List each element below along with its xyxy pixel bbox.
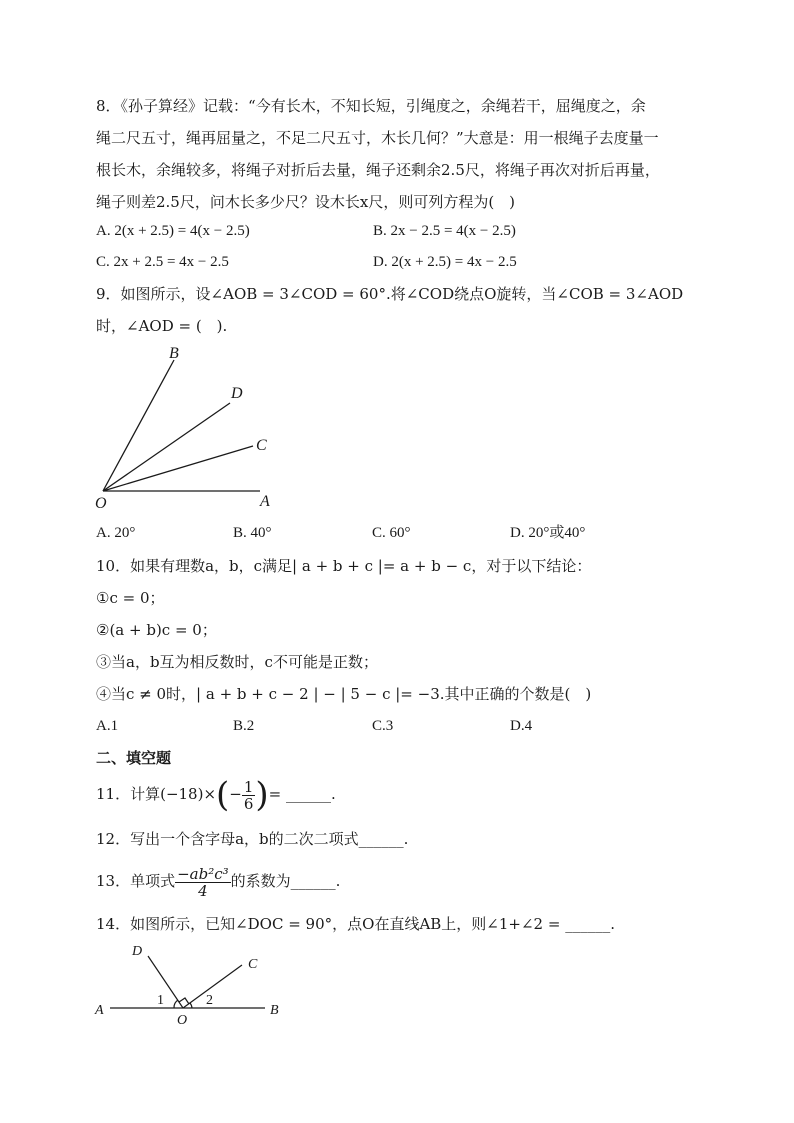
q9-angle-figure xyxy=(90,340,290,515)
q8-option-c: C. 2x + 2.5 = 4x − 2.5 xyxy=(96,254,229,270)
q14-angle-figure xyxy=(90,938,290,1028)
label-d: D xyxy=(231,385,243,402)
label-a: A xyxy=(260,493,270,510)
label-angle-2: 2 xyxy=(206,993,213,1008)
section-heading-fill-in: 二、填空题 xyxy=(96,749,172,767)
q8-line-2: 绳二尺五寸，绳再屈量之，不足二尺五寸，木长几何？”大意是：用一根绳子去度量一 xyxy=(96,129,659,147)
q8-option-a: A. 2(x + 2.5) = 4(x − 2.5) xyxy=(96,223,250,239)
q8-option-b: B. 2x − 2.5 = 4(x − 2.5) xyxy=(373,223,516,239)
q11-frac-denominator: 6 xyxy=(243,794,254,813)
label-c: C xyxy=(256,437,267,454)
q11-prefix: 11．计算(−18)× xyxy=(96,785,217,803)
q10-option-c: C.3 xyxy=(372,718,394,734)
q9-line-2: 时，∠AOD = ( ). xyxy=(96,317,228,335)
q8-line-1: 8．《孙子算经》记载：“今有长木，不知长短，引绳度之，余绳若干，屈绳度之，余 xyxy=(96,97,646,115)
q11-minus: − xyxy=(229,785,242,803)
q9-option-a: A. 20° xyxy=(96,525,136,541)
label-b-14: B xyxy=(270,1003,279,1018)
q9-option-c: C. 60° xyxy=(372,525,411,541)
q9-line-1: 9．如图所示，设∠AOB = 3∠COD = 60°.将∠COD绕点O旋转，当∠COB = 3∠AOD xyxy=(96,285,684,303)
q13-fraction xyxy=(175,866,231,899)
arc-angle-2 xyxy=(190,1003,192,1008)
q12-line: 12．写出一个含字母a，b的二次二项式______. xyxy=(96,830,409,848)
q13-frac-numerator: −ab²c³ xyxy=(177,864,229,883)
label-a-14: A xyxy=(95,1003,104,1018)
q8-line-4: 绳子则差2.5尺，问木长多少尺？设木长x尺，则可列方程为( ) xyxy=(96,193,516,211)
label-c-14: C xyxy=(248,957,258,972)
q10-conclusion-3: ③当a，b互为相反数时，c不可能是正数； xyxy=(96,653,378,671)
q13-line xyxy=(96,862,340,900)
q11-suffix: = ______. xyxy=(268,785,336,803)
label-angle-1: 1 xyxy=(157,993,164,1008)
q11-right-paren: ) xyxy=(255,775,269,815)
q13-prefix: 13．单项式 xyxy=(96,872,176,890)
ray-oc xyxy=(103,446,253,491)
label-b: B xyxy=(169,345,179,362)
q8-option-d: D. 2(x + 2.5) = 4x − 2.5 xyxy=(373,254,517,270)
q10-option-a: A.1 xyxy=(96,718,119,734)
ray-od xyxy=(103,403,230,491)
q11-left-paren: ( xyxy=(216,775,230,815)
q11-frac-numerator: 1 xyxy=(243,777,254,796)
q14-line: 14．如图所示，已知∠DOC = 90°，点O在直线AB上，则∠1+∠2 = ______. xyxy=(96,915,615,933)
q11-fraction xyxy=(242,779,256,812)
arc-angle-1 xyxy=(174,1000,178,1008)
q10-conclusion-1: ①c = 0； xyxy=(96,589,165,607)
q10-conclusion-4: ④当c ≠ 0时，| a + b + c − 2 | − | 5 − c |= −3.其中正确的个数是( ) xyxy=(96,685,592,703)
q11-line xyxy=(96,772,336,816)
label-o: O xyxy=(95,495,107,512)
q9-option-d: D. 20°或40° xyxy=(510,525,586,541)
q13-suffix: 的系数为______. xyxy=(230,872,341,890)
label-d-14: D xyxy=(132,944,143,959)
q13-frac-denominator: 4 xyxy=(198,881,208,900)
right-angle-mark xyxy=(179,998,189,1004)
q10-line-1: 10．如果有理数a，b，c满足| a + b + c |= a + b − c，对于以下结论： xyxy=(96,557,592,575)
q8-line-3: 根长木，余绳较多，将绳子对折后去量，绳子还剩余2.5尺，将绳子再次对折后再量， xyxy=(96,161,660,179)
q9-option-b: B. 40° xyxy=(233,525,272,541)
q10-option-b: B.2 xyxy=(233,718,255,734)
ray-ob xyxy=(103,360,174,491)
q10-conclusion-2: ②(a + b)c = 0； xyxy=(96,621,217,639)
q10-option-d: D.4 xyxy=(510,718,533,734)
label-o-14: O xyxy=(177,1013,188,1028)
